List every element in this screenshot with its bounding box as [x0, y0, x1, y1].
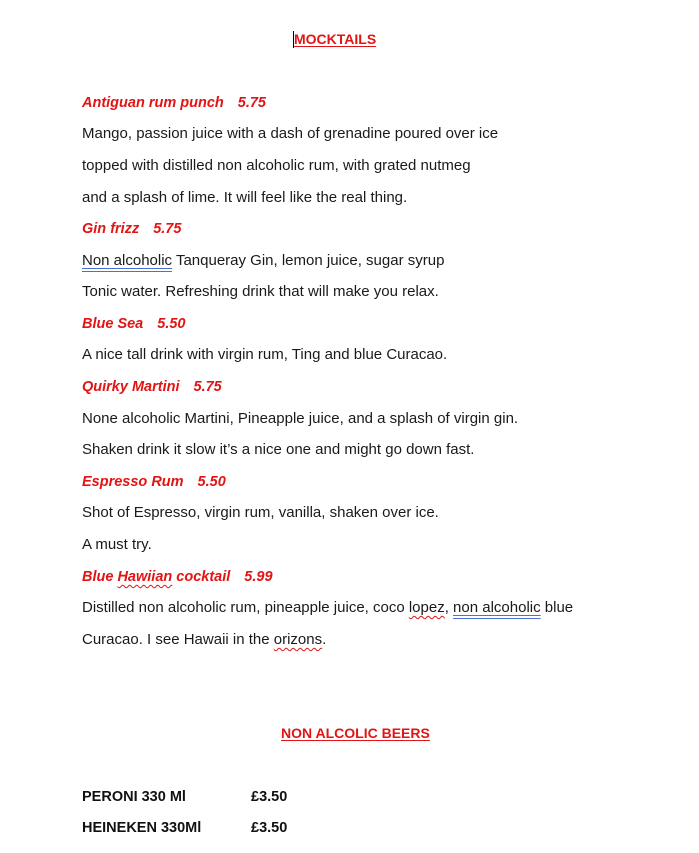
description-text: blue: [540, 599, 574, 616]
item-price: 5.75: [153, 221, 182, 237]
item-description: A nice tall drink with virgin rum, Ting and blue Curacao.: [82, 346, 448, 363]
beer-name: PERONI 330 Ml: [82, 789, 186, 805]
item-name-part: cocktail: [172, 569, 231, 585]
menu-item-title: [82, 568, 273, 586]
grammar-flagged-text: non alcoholic: [453, 599, 541, 616]
item-price: 5.99: [244, 569, 273, 585]
item-price: 5.75: [193, 379, 222, 395]
spelling-flagged-text: Hawiian: [117, 569, 173, 585]
item-description: Tonic water. Refreshing drink that will make you relax.: [82, 283, 439, 300]
item-price: 5.50: [197, 474, 226, 490]
item-description: Shot of Espresso, virgin rum, vanilla, shaken over ice.: [82, 504, 439, 521]
description-text: ,: [444, 599, 454, 616]
item-name: Quirky Martini: [82, 379, 180, 395]
description-text: .: [322, 631, 327, 648]
menu-item-title: [82, 94, 266, 112]
beer-row: [82, 789, 288, 805]
item-price: 5.75: [237, 95, 266, 111]
item-name: Antiguan rum punch: [82, 95, 224, 111]
item-description: topped with distilled non alcoholic rum, with grated nutmeg: [82, 157, 471, 174]
item-description: and a splash of lime. It will feel like the real thing.: [82, 189, 408, 206]
beers-heading: NON ALCOLIC BEERS: [281, 725, 430, 741]
description-text: Tanqueray Gin, lemon juice, sugar syrup: [172, 252, 445, 269]
item-name: Gin frizz: [82, 221, 140, 237]
item-name: Blue Sea: [82, 316, 144, 332]
item-description: [82, 252, 444, 270]
item-description: Shaken drink it slow it’s a nice one and might go down fast.: [82, 441, 475, 458]
grammar-flagged-text: Non alcoholic: [82, 252, 173, 269]
spelling-flagged-text: orizons: [273, 631, 323, 648]
menu-item-title: [82, 220, 181, 238]
menu-item-title: [82, 473, 226, 491]
item-description: [82, 631, 326, 649]
item-name: Espresso Rum: [82, 474, 184, 490]
beer-price: £3.50: [251, 820, 288, 836]
description-text: Curacao. I see Hawaii in the: [82, 631, 274, 648]
item-description: A must try.: [82, 536, 152, 553]
item-description: None alcoholic Martini, Pineapple juice, and a splash of virgin gin.: [82, 410, 519, 427]
item-name: [82, 569, 230, 585]
spelling-flagged-text: lopez: [408, 599, 445, 616]
item-description: [82, 599, 573, 617]
menu-item-title: [82, 315, 185, 333]
description-text: Distilled non alcoholic rum, pineapple juice, coco: [82, 599, 409, 616]
mocktails-heading: MOCKTAILS: [294, 31, 377, 47]
item-price: 5.50: [157, 316, 186, 332]
beer-row: [82, 820, 288, 836]
beer-name: HEINEKEN 330Ml: [82, 820, 202, 836]
item-description: Mango, passion juice with a dash of grenadine poured over ice: [82, 125, 499, 142]
item-name-part: Blue: [82, 569, 118, 585]
beer-price: £3.50: [251, 789, 288, 805]
menu-item-title: [82, 378, 222, 396]
